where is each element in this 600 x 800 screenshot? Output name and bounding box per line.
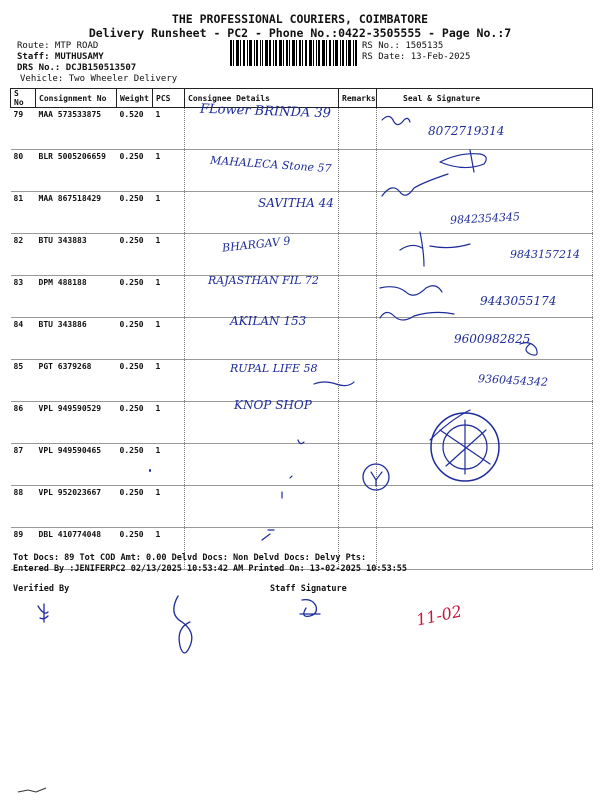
cell-signature <box>377 276 593 318</box>
handwritten-consignee: MAHALECA Stone 57 <box>209 153 332 176</box>
table-row <box>11 234 593 276</box>
cell-pcs: 1 <box>153 318 185 360</box>
cell-weight: 0.250 <box>117 234 153 276</box>
handwritten-phone: 9843157214 <box>510 248 580 261</box>
cell-consignment: BTU 343883 <box>36 234 117 276</box>
cell-remarks <box>339 318 377 360</box>
table-row <box>11 486 593 528</box>
cell-weight: 0.250 <box>117 192 153 234</box>
cell-consignee <box>185 276 339 318</box>
handwritten-phone: 9360454342 <box>477 372 549 389</box>
table-row <box>11 192 593 234</box>
verified-by-label: Verified By <box>13 584 70 594</box>
verified-by-signature <box>174 596 192 653</box>
cell-signature <box>377 108 593 150</box>
handwritten-consignee: SAVITHA 44 <box>258 196 334 210</box>
cell-remarks <box>339 402 377 444</box>
handwritten-consignee: KNOP SHOP <box>234 398 312 412</box>
cell-remarks <box>339 192 377 234</box>
cell-pcs: 1 <box>153 486 185 528</box>
table-row <box>11 444 593 486</box>
cell-sno: 86 <box>11 402 36 444</box>
table-row <box>11 318 593 360</box>
staff-signature-label: Staff Signature <box>270 584 347 594</box>
cell-consignment: BLR 5005206659 <box>36 150 117 192</box>
cell-consignment: VPL 952023667 <box>36 486 117 528</box>
scan-mark <box>16 784 50 796</box>
cell-weight: 0.250 <box>117 402 153 444</box>
runsheet-subtitle: Delivery Runsheet - PC2 - Phone No.:0422-3505555 - Page No.:7 <box>88 26 512 40</box>
cell-consignment: DBL 410774048 <box>36 528 117 570</box>
rs-date: RS Date: 13-Feb-2025 <box>362 52 471 62</box>
col-header-signature: Seal & Signature <box>377 89 593 108</box>
cell-pcs: 1 <box>153 444 185 486</box>
cell-sno: 85 <box>11 360 36 402</box>
cell-signature <box>377 234 593 276</box>
cell-pcs: 1 <box>153 108 185 150</box>
cell-pcs: 1 <box>153 192 185 234</box>
table-row <box>11 150 593 192</box>
cell-consignment: MAA 867518429 <box>36 192 117 234</box>
cell-consignee <box>185 150 339 192</box>
table-header-row <box>11 89 593 108</box>
cell-signature <box>377 402 593 444</box>
cell-remarks <box>339 444 377 486</box>
cell-consignee <box>185 108 339 150</box>
cell-consignee <box>185 234 339 276</box>
cell-pcs: 1 <box>153 360 185 402</box>
totals-line: Tot Docs: 89 Tot COD Amt: 0.00 Delvd Docs: Non Delvd Docs: Delvy Pts: <box>13 553 367 563</box>
cell-pcs: 1 <box>153 150 185 192</box>
cell-sno: 82 <box>11 234 36 276</box>
cell-consignment: BTU 343886 <box>36 318 117 360</box>
col-header-weight: Weight <box>117 89 153 108</box>
cell-signature <box>377 444 593 486</box>
col-header-sno: S No <box>11 89 36 108</box>
staff-label: Staff: MUTHUSAMY <box>17 52 104 62</box>
cell-signature <box>377 528 593 570</box>
verified-by-signature <box>38 604 48 622</box>
handwritten-consignee: RAJASTHAN FIL 72 <box>208 274 319 287</box>
cell-signature <box>377 192 593 234</box>
cell-sno: 79 <box>11 108 36 150</box>
cell-signature <box>377 360 593 402</box>
cell-sno: 89 <box>11 528 36 570</box>
vehicle-label: Vehicle: Two Wheeler Delivery <box>20 74 178 84</box>
drs-number: DRS No.: DCJB150513507 <box>17 63 137 73</box>
handwritten-date-note: 11-02 <box>414 601 464 630</box>
handwritten-phone: 9443055174 <box>480 294 557 308</box>
table-row <box>11 360 593 402</box>
cell-remarks <box>339 486 377 528</box>
cell-sno: 88 <box>11 486 36 528</box>
table-row <box>11 276 593 318</box>
cell-consignee <box>185 360 339 402</box>
cell-consignee <box>185 192 339 234</box>
runsheet-table <box>10 88 593 570</box>
rs-number: RS No.: 1505135 <box>362 41 444 51</box>
cell-remarks <box>339 234 377 276</box>
cell-weight: 0.520 <box>117 108 153 150</box>
cell-consignment: VPL 949590529 <box>36 402 117 444</box>
table-row <box>11 402 593 444</box>
col-header-consignment: Consignment No <box>36 89 117 108</box>
col-header-remarks: Remarks <box>339 89 377 108</box>
handwritten-consignee: RUPAL LIFE 58 <box>230 362 318 375</box>
cell-weight: 0.250 <box>117 150 153 192</box>
cell-remarks <box>339 108 377 150</box>
cell-consignment: PGT 6379268 <box>36 360 117 402</box>
cell-consignee <box>185 318 339 360</box>
cell-signature <box>377 150 593 192</box>
cell-sno: 80 <box>11 150 36 192</box>
cell-consignee <box>185 402 339 444</box>
cell-consignment: VPL 949590465 <box>36 444 117 486</box>
handwritten-consignee: AKILAN 153 <box>230 314 307 328</box>
company-title: THE PROFESSIONAL COURIERS, COIMBATORE <box>171 12 429 26</box>
cell-consignee <box>185 444 339 486</box>
handwritten-phone: 9842354345 <box>449 210 521 227</box>
cell-weight: 0.250 <box>117 360 153 402</box>
handwritten-consignee: FLower BRINDA 39 <box>199 101 332 122</box>
cell-signature <box>377 318 593 360</box>
cell-sno: 84 <box>11 318 36 360</box>
cell-sno: 87 <box>11 444 36 486</box>
handwritten-consignee: BHARGAV 9 <box>221 234 292 255</box>
cell-pcs: 1 <box>153 234 185 276</box>
table-row <box>11 108 593 150</box>
cell-weight: 0.250 <box>117 444 153 486</box>
staff-signature-mark <box>300 600 320 617</box>
cell-consignee <box>185 486 339 528</box>
cell-weight: 0.250 <box>117 318 153 360</box>
cell-pcs: 1 <box>153 402 185 444</box>
handwritten-phone: 8072719314 <box>428 124 505 138</box>
barcode-image <box>230 40 358 66</box>
cell-signature <box>377 486 593 528</box>
cell-sno: 83 <box>11 276 36 318</box>
col-header-consignee: Consignee Details <box>185 89 339 108</box>
entered-by-line: Entered By :JENIFERPC2 02/13/2025 10:53:42 AM Printed On: 13-02-2025 10:53:55 <box>13 564 408 574</box>
route-label: Route: MTP ROAD <box>17 41 99 51</box>
cell-weight: 0.250 <box>117 486 153 528</box>
cell-consignment: DPM 488188 <box>36 276 117 318</box>
col-header-pcs: PCS <box>153 89 185 108</box>
cell-remarks <box>339 360 377 402</box>
cell-remarks <box>339 150 377 192</box>
cell-pcs: 1 <box>153 276 185 318</box>
cell-weight: 0.250 <box>117 276 153 318</box>
cell-sno: 81 <box>11 192 36 234</box>
cell-weight: 0.250 <box>117 528 153 570</box>
cell-consignment: MAA 573533875 <box>36 108 117 150</box>
cell-remarks <box>339 276 377 318</box>
cell-pcs: 1 <box>153 528 185 570</box>
handwritten-phone: 9600982825 <box>454 332 531 346</box>
